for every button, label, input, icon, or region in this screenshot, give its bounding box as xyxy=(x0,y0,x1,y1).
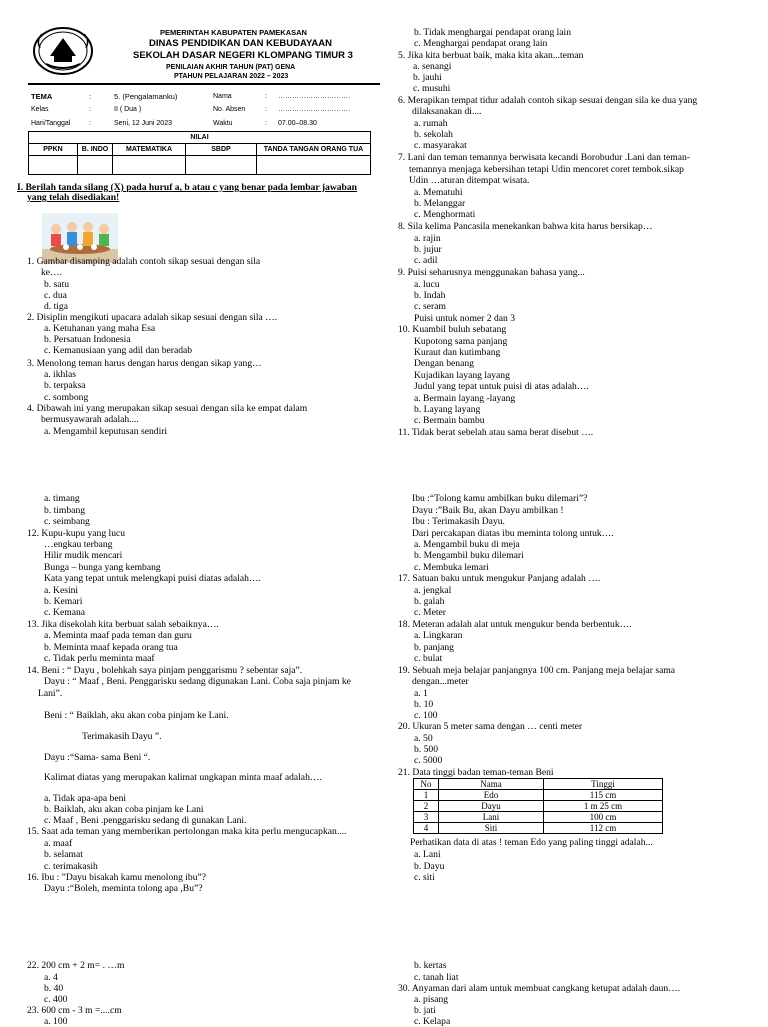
q3-option-b[interactable]: b. terpaksa xyxy=(44,380,86,391)
q12-poem-line-4: Bunga – bunga yang kembang xyxy=(44,562,161,573)
q4-text-cont: bermusyawarah adalah.... xyxy=(41,414,139,425)
q22-text: 22. 200 cm + 2 m= . …m xyxy=(27,960,125,971)
q16-dialog-1: 16. Ibu : ”Dayu bisakah kamu menolong ibu”? xyxy=(27,872,207,883)
q16-text: Dari percakapan diatas ibu meminta tolong untuk…. xyxy=(412,528,614,539)
q11-option-c[interactable]: c. seimbang xyxy=(44,516,90,527)
q9-option-a[interactable]: a. lucu xyxy=(414,279,440,290)
q18-option-a[interactable]: a. Lingkaran xyxy=(414,630,463,641)
nilai-header-sbdp: SBDP xyxy=(186,144,257,156)
q6-text: 6. Merapikan tempat tidur adalah contoh sikap sesuai dengan sila ke dua yang xyxy=(398,95,698,106)
absen-label: No. Absen xyxy=(213,106,246,113)
q16-dialog-2: Dayu :“Boleh, meminta tolong apa ,Bu”? xyxy=(44,883,203,894)
tema-label: TEMA xyxy=(31,92,53,101)
q16-dialog-5: Ibu : Terimakasih Dayu. xyxy=(412,516,505,527)
q14-text: Kalimat diatas yang merupakan kalimat ungkapan minta maaf adalah…. xyxy=(44,772,322,783)
q9-option-c[interactable]: c. seram xyxy=(414,301,446,312)
q14-dialog-1: 14. Beni : “ Dayu , bolehkah saya pinjam penggarismu ? sebentar saja”. xyxy=(27,665,303,676)
q14-dialog-4: Dayu :“Sama- sama Beni “. xyxy=(44,752,151,763)
kelas-label: Kelas xyxy=(31,106,49,113)
nilai-header-matematika: MATEMATIKA xyxy=(113,144,186,156)
nilai-cell-tanda-tangan[interactable] xyxy=(257,156,371,175)
q7-option-c[interactable]: c. Menghormati xyxy=(414,209,476,220)
nilai-cell-sbdp[interactable] xyxy=(186,156,257,175)
height-table-cell: 1 m 25 cm xyxy=(544,801,663,812)
nilai-cell-ppkn[interactable] xyxy=(29,156,78,175)
q9-option-b[interactable]: b. Indah xyxy=(414,290,446,301)
q10-option-c[interactable]: c. Bermain bambu xyxy=(414,415,485,426)
q21-text: 21. Data tinggi badan teman-teman Beni xyxy=(398,767,554,778)
q12-text: Kata yang tepat untuk melengkapi puisi diatas adalah…. xyxy=(44,573,261,584)
q22-option-b[interactable]: b. 40 xyxy=(44,983,64,994)
nama-field[interactable]: …………………………. xyxy=(278,93,350,100)
tema-value: 5. (Pengalamanku) xyxy=(114,92,178,101)
q23-text: 23. 600 cm - 3 m =....cm xyxy=(27,1005,122,1016)
q30-option-b[interactable]: b. jati xyxy=(414,1005,436,1016)
q8-option-c[interactable]: c. adil xyxy=(414,255,438,266)
instruction-line-1: I. Berilah tanda silang (X) pada huruf a, b atau c yang benar pada lembar jawaban xyxy=(17,182,358,193)
header-year: PTAHUN PELAJARAN 2022 – 2023 xyxy=(174,73,289,80)
q2-option-c[interactable]: c. Kemanusiaan yang adil dan beradab xyxy=(44,345,193,356)
q20-option-a[interactable]: a. 50 xyxy=(414,733,433,744)
q12-poem-line-1: 12. Kupu-kupu yang lucu xyxy=(27,528,126,539)
absen-colon: : xyxy=(265,106,267,113)
q1-option-d[interactable]: d. tiga xyxy=(44,301,68,312)
q5-text: 5. Jika kita berbuat baik, maka kita akan...teman xyxy=(398,50,584,61)
q1-text: 1. Gambar disamping adalah contoh sikap sesuai dengan sila xyxy=(27,256,261,267)
q14-dialog-3-cont: Terimakasih Dayu ”. xyxy=(82,731,162,742)
q30-option-a[interactable]: a. pisang xyxy=(414,994,449,1005)
q29-option-b[interactable]: b. kertas xyxy=(414,960,447,971)
nilai-title: NILAI xyxy=(29,132,371,144)
q18-text: 18. Meteran adalah alat untuk mengukur benda berbentuk…. xyxy=(398,619,632,630)
nilai-cell-bindo[interactable] xyxy=(78,156,113,175)
q12-option-a[interactable]: a. Kesini xyxy=(44,585,79,596)
q19-text-cont: dengan...meter xyxy=(412,676,469,687)
height-table-cell: Siti xyxy=(439,823,544,834)
q22-option-c[interactable]: c. 400 xyxy=(44,994,68,1005)
q17-option-b[interactable]: b. galah xyxy=(414,596,445,607)
height-table-header-tinggi: Tinggi xyxy=(544,779,663,790)
kabupaten-logo-icon xyxy=(32,26,94,76)
q17-option-c[interactable]: c. Meter xyxy=(414,607,446,618)
q10-text: Judul yang tepat untuk puisi di atas adalah…. xyxy=(414,381,589,392)
q15-option-c[interactable]: c. terimakasih xyxy=(44,861,98,872)
q23-option-a[interactable]: a. 100 xyxy=(44,1016,68,1027)
q14-dialog-2: Dayu : “ Maaf , Beni. Penggarisku sedang digunakan Lani. Coba saja pinjam ke xyxy=(44,676,351,687)
height-table-cell: 4 xyxy=(414,823,439,834)
q2-option-a[interactable]: a. Ketuhanan yang maha Esa xyxy=(44,323,156,334)
hari-value: Seni, 12 Juni 2023 xyxy=(114,120,172,127)
q2-option-b[interactable]: b. Persatuan Indonesia xyxy=(44,334,131,345)
q20-option-c[interactable]: c. 5000 xyxy=(414,755,443,766)
q3-option-c[interactable]: c. sombong xyxy=(44,392,89,403)
q16-dialog-4: Dayu :”Baik Bu, akan Dayu ambilkan ! xyxy=(412,505,564,516)
q8-option-a[interactable]: a. rajin xyxy=(414,233,441,244)
q16-option-c[interactable]: c. Membuka lemari xyxy=(414,562,489,573)
height-table-cell: 115 cm xyxy=(544,790,663,801)
q8-option-b[interactable]: b. jujur xyxy=(414,244,442,255)
q6-text-cont: dilaksanakan di.... xyxy=(412,106,482,117)
q19-option-c[interactable]: c. 100 xyxy=(414,710,438,721)
q16-dialog-3: Ibu :“Tolong kamu ambilkan buku dilemari”? xyxy=(412,493,588,504)
q2-text: 2. Disiplin mengikuti upacara adalah sikap sesuai dengan sila …. xyxy=(27,312,278,323)
q14-option-c[interactable]: c. Maaf , Beni .penggarisku sedang di gunakan Lani. xyxy=(44,815,247,826)
height-table-cell: 2 xyxy=(414,801,439,812)
q3-text: 3. Menolong teman harus dengan harus dengan sikap yang… xyxy=(27,358,262,369)
height-table-cell: Dayu xyxy=(439,801,544,812)
q9-text: 9. Puisi seharusnya menggunakan bahasa yang... xyxy=(398,267,585,278)
q10-poem-line-2: Kupotong sama panjang xyxy=(414,336,508,347)
q21-option-c[interactable]: c. siti xyxy=(414,872,435,883)
kelas-value: II ( Dua ) xyxy=(114,106,142,113)
q21-option-b[interactable]: b. Dayu xyxy=(414,861,445,872)
q11-option-b[interactable]: b. timbang xyxy=(44,505,86,516)
q29-option-c[interactable]: c. tanah liat xyxy=(414,972,459,983)
nilai-header-ppkn: PPKN xyxy=(29,144,78,156)
q6-option-c[interactable]: c. masyarakat xyxy=(414,140,467,151)
height-table-cell: 100 cm xyxy=(544,812,663,823)
q1-option-b[interactable]: b. satu xyxy=(44,279,70,290)
hari-colon: : xyxy=(89,120,91,127)
height-table-cell: 3 xyxy=(414,812,439,823)
q6-option-a[interactable]: a. rumah xyxy=(414,118,448,129)
q30-option-c[interactable]: c. Kelapa xyxy=(414,1016,451,1027)
q10-poem-line-5: Kujadikan layang layang xyxy=(414,370,510,381)
q5-option-c[interactable]: c. musuhi xyxy=(413,83,451,94)
q15-option-b[interactable]: b. selamat xyxy=(44,849,83,860)
q10-option-b[interactable]: b. Layang layang xyxy=(414,404,481,415)
waktu-value: 07.00–08.30 xyxy=(278,120,317,127)
q5-option-b[interactable]: b. jauhi xyxy=(413,72,442,83)
q13-option-c[interactable]: c. Tidak perlu meminta maaf xyxy=(44,653,155,664)
q19-option-a[interactable]: a. 1 xyxy=(414,688,428,699)
q14-dialog-2-cont: Lani”. xyxy=(38,688,63,699)
q14-option-a[interactable]: a. Tidak apa-apa beni xyxy=(44,793,127,804)
height-table-cell: 1 xyxy=(414,790,439,801)
q15-option-a[interactable]: a. maaf xyxy=(44,838,73,849)
q7-option-a[interactable]: a. Mematuhi xyxy=(414,187,463,198)
header-divider xyxy=(28,83,380,85)
q10-option-a[interactable]: a. Bermain layang -layang xyxy=(414,393,516,404)
q30-text: 30. Anyaman dari alam untuk membuat cangkang ketupat adalah daun…. xyxy=(398,983,681,994)
q12-poem-line-2: …engkau terbang xyxy=(44,539,113,550)
q7-option-b[interactable]: b. Melanggar xyxy=(414,198,466,209)
q20-option-b[interactable]: b. 500 xyxy=(414,744,438,755)
table-row xyxy=(414,790,663,801)
hari-label: Hari/Tanggal xyxy=(31,120,71,127)
height-table-cell: Lani xyxy=(439,812,544,823)
header-school: SEKOLAH DASAR NEGERI KLOMPANG TIMUR 3 xyxy=(133,50,353,61)
q21-option-a[interactable]: a. Lani xyxy=(414,849,441,860)
height-table-cell: 112 cm xyxy=(544,823,663,834)
q13-option-b[interactable]: b. Meminta maaf kepada orang tua xyxy=(44,642,178,653)
q5-option-a[interactable]: a. senangi xyxy=(413,61,452,72)
height-table-cell: Edo xyxy=(439,790,544,801)
q17-option-a[interactable]: a. jengkal xyxy=(414,585,452,596)
nama-colon: : xyxy=(265,93,267,100)
q17-text: 17. Satuan baku untuk mengukur Panjang adalah …. xyxy=(398,573,601,584)
q20-text: 20. Ukuran 5 meter sama dengan … centi meter xyxy=(398,721,583,732)
nilai-table xyxy=(28,131,371,175)
nilai-cell-matematika[interactable] xyxy=(113,156,186,175)
q12-poem-line-3: Hilir mudik mencari xyxy=(44,550,123,561)
q8-text: 8. Sila kelima Pancasila menekankan bahwa kita harus bersikap… xyxy=(398,221,653,232)
q12-option-c[interactable]: c. Kemana xyxy=(44,607,86,618)
q22-option-a[interactable]: a. 4 xyxy=(44,972,58,983)
waktu-label: Waktu xyxy=(213,120,233,127)
q11-text: 11. Tidak berat sebelah atau sama berat disebut …. xyxy=(398,427,594,438)
q3-option-a[interactable]: a. ikhlas xyxy=(44,369,76,380)
q6-option-b[interactable]: b. sekolah xyxy=(414,129,453,140)
q12-option-b[interactable]: b. Kemari xyxy=(44,596,83,607)
q11-option-a[interactable]: a. timang xyxy=(44,493,80,504)
q4-option-a[interactable]: a. Mengambil keputusan sendiri xyxy=(44,426,168,437)
q4-text: 4. Dibawah ini yang merupakan sikap sesuai dengan sila ke empat dalam xyxy=(27,403,308,414)
height-table xyxy=(413,778,663,834)
q19-option-b[interactable]: b. 10 xyxy=(414,699,434,710)
q18-option-b[interactable]: b. panjang xyxy=(414,642,454,653)
instruction-line-2: yang telah disediakan! xyxy=(27,192,120,203)
q7-text-cont-2: Udin …aturan ditempat wisata. xyxy=(409,175,530,186)
q19-text: 19. Sebuah meja belajar panjangnya 100 cm. Panjang meja belajar sama xyxy=(398,665,676,676)
q14-dialog-3: Beni : “ Baiklah, aku akan coba pinjam ke Lani. xyxy=(44,710,229,721)
q18-option-c[interactable]: c. bulat xyxy=(414,653,443,664)
nilai-header-bindo: B. INDO xyxy=(78,144,113,156)
q16-option-a[interactable]: a. Mengambil buku di meja xyxy=(414,539,520,550)
q4-option-b[interactable]: b. Tidak menghargai pendapat orang lain xyxy=(414,27,572,38)
absen-field[interactable]: …………………………. xyxy=(278,106,350,113)
table-row xyxy=(414,801,663,812)
nilai-header-tanda-tangan: TANDA TANGAN ORANG TUA xyxy=(257,144,371,156)
tema-colon: : xyxy=(89,92,92,101)
q16-option-b[interactable]: b. Mengambil buku dilemari xyxy=(414,550,524,561)
q10-poem-line-4: Dengan benang xyxy=(414,358,474,369)
header-government: PEMERINTAH KABUPATEN PAMEKASAN xyxy=(160,28,307,37)
q10-poem-line-1: 10. Kuambil buluh sebatang xyxy=(398,324,507,335)
q7-text-cont-1: temannya menjaga kebersihan tetapi Udin mencoret coret tembok.sikap xyxy=(409,164,684,175)
header-department: DINAS PENDIDIKAN DAN KEBUDAYAAN xyxy=(149,38,332,49)
kelas-colon: : xyxy=(89,106,91,113)
table-row xyxy=(414,812,663,823)
header-exam: PENILAIAN AKHIR TAHUN (PAT) GENA xyxy=(166,64,296,71)
table-row xyxy=(414,823,663,834)
poem-note: Puisi untuk nomer 2 dan 3 xyxy=(414,313,515,324)
q14-option-b[interactable]: b. Baiklah, aku akan coba pinjam ke Lani xyxy=(44,804,204,815)
q21-question: Perhatikan data di atas ! teman Edo yang paling tinggi adalah... xyxy=(410,837,653,848)
q7-text: 7. Lani dan teman temannya berwisata kecandi Borobudur .Lani dan teman- xyxy=(398,152,690,163)
q13-option-a[interactable]: a. Meminta maaf pada teman dan guru xyxy=(44,630,192,641)
height-table-header-no: No xyxy=(414,779,439,790)
nama-label: Nama xyxy=(213,93,232,100)
q1-option-c[interactable]: c. dua xyxy=(44,290,67,301)
q13-text: 13. Jika disekolah kita berbuat salah sebaiknya…. xyxy=(27,619,219,630)
height-table-header-nama: Nama xyxy=(439,779,544,790)
q4-option-c[interactable]: c. Menghargai pendapat orang lain xyxy=(414,38,548,49)
q1-text-cont: ke…. xyxy=(41,267,63,278)
q10-poem-line-3: Kuraut dan kutimbang xyxy=(414,347,501,358)
q15-text: 15. Saat ada teman yang memberikan pertolongan maka kita perlu mengucapkan.... xyxy=(27,826,347,837)
waktu-colon: : xyxy=(265,120,267,127)
